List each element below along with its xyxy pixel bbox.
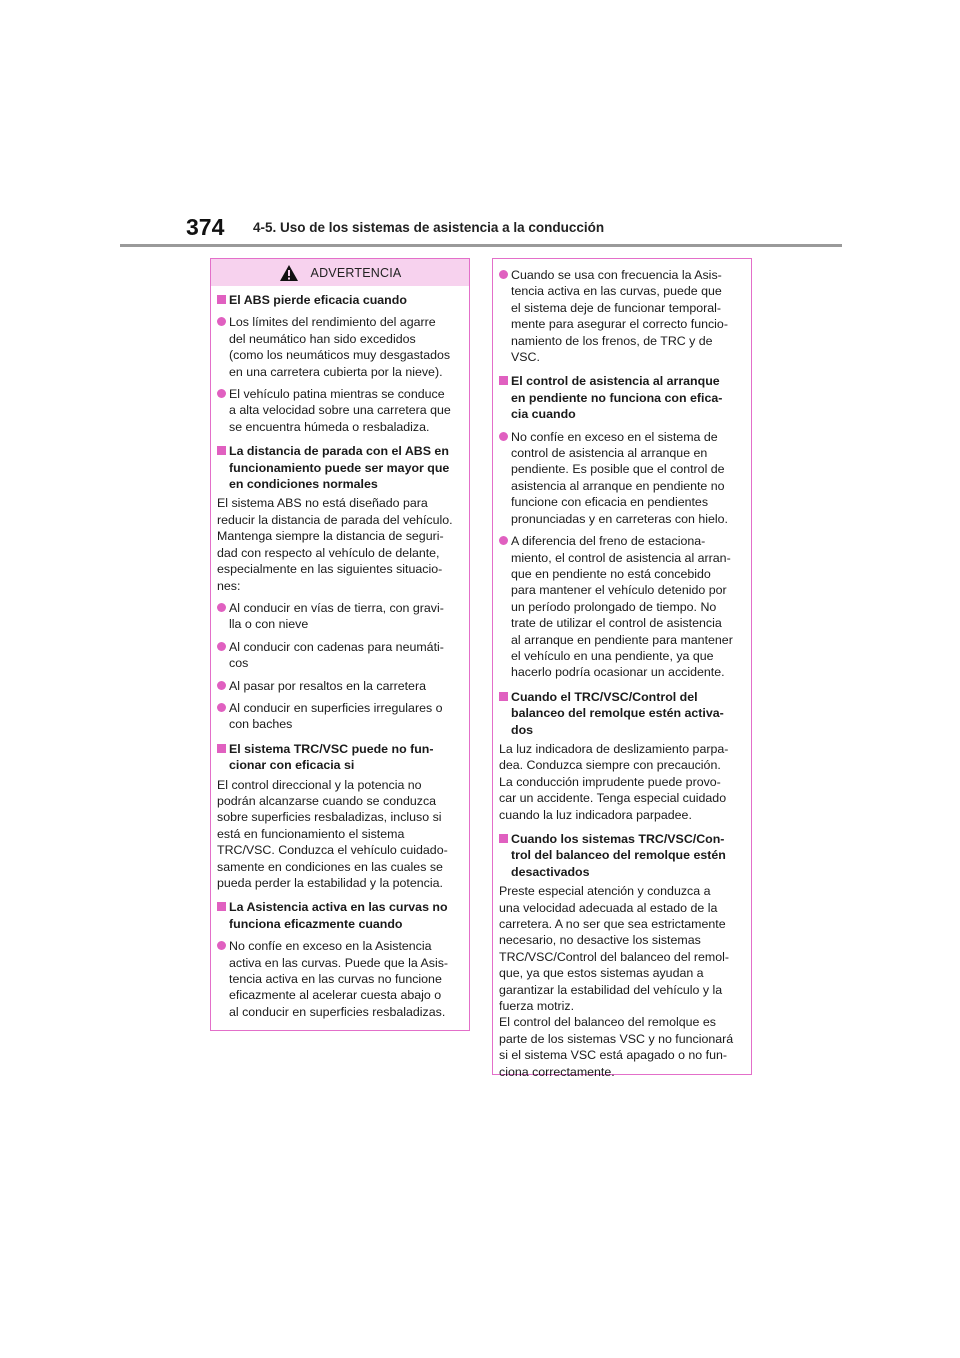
warning-title: ADVERTENCIA (310, 265, 402, 280)
warning-content-left (211, 286, 469, 1020)
warning-header (211, 259, 469, 286)
section-heading (217, 741, 469, 774)
warning-box-right (492, 258, 752, 1079)
square-bullet-icon (217, 902, 226, 911)
section-heading (217, 443, 469, 492)
header-divider (120, 244, 842, 247)
warning-box-left (210, 258, 470, 1031)
list-item (217, 639, 469, 672)
list-item (217, 938, 469, 1020)
section-heading (217, 292, 469, 308)
square-bullet-icon (217, 446, 226, 455)
list-item (217, 700, 469, 733)
list-item-text: Al conducir en vías de tierra, con gravi- lla o con nieve (229, 600, 444, 632)
heading-text: La distancia de parada con el ABS en funcionamiento puede ser mayor que en condiciones normales (229, 444, 450, 492)
square-bullet-icon (217, 295, 226, 304)
warning-triangle-icon (279, 264, 299, 282)
list-item-text: Al conducir en superficies irregulares o con baches (229, 700, 443, 732)
circle-bullet-icon (217, 703, 226, 712)
section-heading (499, 831, 751, 880)
square-bullet-icon (217, 744, 226, 753)
square-bullet-icon (499, 376, 508, 385)
section-heading (499, 689, 751, 738)
paragraph: El control direccional y la potencia no podrán alcanzarse cuando se conduzca sobre superficies resbaladizas, incluso si está en funcionamiento el sistema TRC/VSC. Conduzca el vehículo cuidado- samente en condiciones en las cuales se pueda perder la estabilidad y la potencia. (217, 777, 448, 890)
heading-text: El control de asistencia al arranque en pendiente no funciona con efica- cia cuando (511, 374, 723, 422)
square-bullet-icon (499, 834, 508, 843)
list-item-text: No confíe en exceso en el sistema de control de asistencia al arranque en pendiente. Es posible que el control de asistencia al arranque en pendiente no funcione con eficacia en pendientes pronunciadas y en carreteras con hielo. (511, 429, 728, 526)
circle-bullet-icon (217, 389, 226, 398)
paragraph: El sistema ABS no está diseñado para reducir la distancia de parada del vehículo. Mantenga siempre la distancia de seguri- dad con respecto al vehículo de delante, especialmente en las siguientes situacio- nes: (217, 496, 453, 593)
list-item-text: No confíe en exceso en la Asistencia activa en las curvas. Puede que la Asis- tencia activa en las curvas no funcione eficazmente al acelerar cuesta abajo o al conducir en superficies resbaladizas. (229, 939, 449, 1019)
list-item-text: A diferencia del freno de estaciona- miento, el control de asistencia al arran- que en pendiente no está concebido para mantener el vehículo detenido por un período prolongado de tiempo. No trate de utilizar el control de asistencia al arranque en pendiente para mantener el vehículo en una pendiente, ya que hacerlo podría ocasionar un accidente. (511, 534, 733, 680)
list-item (217, 678, 469, 694)
circle-bullet-icon (217, 642, 226, 651)
heading-text: Cuando los sistemas TRC/VSC/Con- trol del balanceo del remolque estén desactivados (511, 832, 726, 879)
warning-content-right (493, 259, 751, 1080)
section-heading (499, 373, 751, 422)
page-number: 374 (186, 214, 225, 240)
circle-bullet-icon (217, 941, 226, 950)
heading-text: El sistema TRC/VSC puede no fun- cionar con eficacia si (229, 741, 434, 773)
heading-text: Cuando el TRC/VSC/Control del balanceo del remolque estén activa- dos (511, 689, 724, 737)
circle-bullet-icon (499, 270, 508, 279)
list-item-text: El vehículo patina mientras se conduce a alta velocidad sobre una carretera que se encuentra húmeda o resbaladiza. (229, 387, 451, 434)
list-item (217, 386, 469, 435)
circle-bullet-icon (217, 317, 226, 326)
list-item-text: Cuando se usa con frecuencia la Asis- tencia activa en las curvas, puede que el sistema deje de funcionar temporal- mente para asegurar el correcto funcio- namiento de los frenos, de TRC y de VSC. (511, 268, 728, 365)
section-title: 4-5. Uso de los sistemas de asistencia a la conducción (253, 220, 605, 235)
circle-bullet-icon (217, 603, 226, 612)
list-item (217, 600, 469, 633)
heading-text: La Asistencia activa en las curvas no funciona eficazmente cuando (229, 900, 448, 931)
paragraph: Preste especial atención y conduzca a una velocidad adecuada al estado de la carretera. A no ser que sea estrictamente necesario, no desactive los sistemas TRC/VSC/Control del balanceo del remol- que, ya que estos sistemas ayudan a garantizar la estabilidad del vehículo y la fuerza motriz. El control del balanceo del remolque es parte de los sistemas VSC y no funcionará si el sistema VSC está apagado o no fun- ciona correctamente. (499, 884, 734, 1079)
circle-bullet-icon (499, 432, 508, 441)
list-item (499, 429, 751, 527)
heading-text: El ABS pierde eficacia cuando (229, 293, 407, 307)
square-bullet-icon (499, 692, 508, 701)
list-item (499, 533, 751, 681)
list-item-text: Al pasar por resaltos en la carretera (229, 678, 426, 693)
list-item-text: Al conducir con cadenas para neumáti- cos (229, 639, 444, 671)
list-item-text: Los límites del rendimiento del agarre del neumático han sido excedidos (como los neumáticos muy desgastados en una carretera cubierta por la nieve). (229, 315, 451, 379)
list-item (499, 267, 751, 365)
circle-bullet-icon (217, 681, 226, 690)
circle-bullet-icon (499, 536, 508, 545)
paragraph: La luz indicadora de deslizamiento parpa- dea. Conduzca siempre con precaución. La conducción imprudente puede provo- car un accidente. Tenga especial cuidado cuando la luz indicadora parpadee. (499, 741, 729, 822)
section-heading (217, 899, 469, 932)
list-item (217, 314, 469, 380)
